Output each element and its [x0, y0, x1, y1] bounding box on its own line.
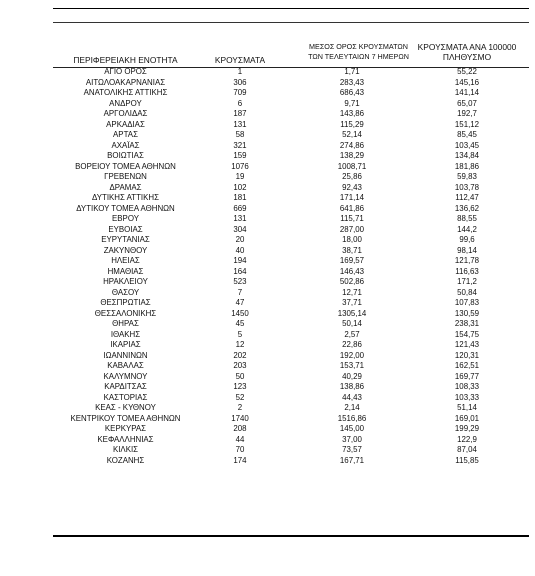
cell-cases-per-100k: 51,14 — [457, 403, 477, 412]
cell-cases: 6 — [237, 98, 243, 108]
cell-cases-per-100k: 108,33 — [454, 382, 480, 391]
cell-seven-day-average: 1305,14 — [337, 308, 367, 318]
cell-region: ΙΩΑΝΝΙΝΩΝ — [103, 350, 148, 360]
cell-cases-per-100k: 50,84 — [457, 287, 477, 297]
table-row — [0, 151, 535, 162]
cell-cases-per-100k: 98,14 — [457, 245, 477, 255]
cell-cases-per-100k: 121,78 — [454, 256, 480, 265]
cell-cases: 203 — [233, 361, 247, 370]
cell-region: ΘΑΣΟΥ — [111, 287, 140, 297]
cell-cases: 1450 — [231, 308, 249, 318]
cell-seven-day-average: 1516,86 — [337, 413, 367, 423]
table-row — [0, 141, 535, 152]
cell-cases-per-100k: 199,29 — [454, 424, 480, 433]
cell-region: ΘΕΣΠΡΩΤΙΑΣ — [100, 298, 151, 307]
cell-cases-per-100k: 103,45 — [454, 140, 480, 150]
cell-region: ΘΕΣΣΑΛΟΝΙΚΗΣ — [94, 308, 157, 318]
cell-region: ΚΑΛΥΜΝΟΥ — [103, 371, 148, 381]
cell-cases: 321 — [233, 140, 247, 150]
cell-seven-day-average: 145,00 — [339, 424, 365, 433]
header-region: ΠΕΡΙΦΕΡΕΙΑΚΗ ΕΝΟΤΗΤΑ — [73, 55, 178, 65]
header-cases-per-100k — [404, 42, 530, 62]
cell-cases: 306 — [233, 77, 247, 87]
cell-seven-day-average: 287,00 — [339, 224, 365, 234]
cell-cases: 131 — [233, 119, 247, 129]
table-row — [0, 204, 535, 215]
cell-seven-day-average: 37,00 — [342, 434, 362, 444]
cell-cases-per-100k: 55,22 — [457, 67, 477, 76]
table-row — [0, 319, 535, 330]
cell-cases-per-100k: 171,2 — [457, 277, 477, 286]
table-row — [0, 382, 535, 393]
cell-seven-day-average: 115,29 — [340, 119, 364, 129]
cell-seven-day-average: 22,86 — [342, 340, 362, 349]
cell-region: ΚΑΡΔΙΤΣΑΣ — [104, 382, 147, 391]
cell-region: ΚΕΝΤΡΙΚΟΥ ΤΟΜΕΑ ΑΘΗΝΩΝ — [70, 413, 181, 423]
cell-seven-day-average: 138,86 — [339, 382, 365, 391]
cell-seven-day-average: 18,00 — [342, 235, 362, 244]
cell-region: ΚΕΑΣ - ΚΥΘΝΟΥ — [95, 403, 156, 412]
cell-region: ΚΑΒΑΛΑΣ — [107, 361, 144, 370]
table-row — [0, 172, 535, 183]
cell-cases: 709 — [233, 88, 247, 97]
cell-region: ΑΝΔΡΟΥ — [109, 98, 142, 108]
cell-region: ΕΥΒΟΙΑΣ — [108, 224, 143, 234]
cell-seven-day-average: 1,71 — [344, 67, 360, 76]
cell-cases-per-100k: 112,47 — [455, 193, 479, 202]
cell-cases-per-100k: 122,9 — [457, 434, 477, 444]
cell-region: ΑΡΚΑΔΙΑΣ — [106, 119, 145, 129]
cell-region: ΕΒΡΟΥ — [112, 214, 139, 223]
cell-cases-per-100k: 88,55 — [457, 214, 477, 223]
cell-seven-day-average: 44,43 — [342, 392, 362, 402]
cell-cases-per-100k: 87,04 — [457, 445, 477, 454]
table-row — [0, 456, 535, 467]
cell-seven-day-average: 641,86 — [339, 203, 365, 213]
cell-seven-day-average: 73,57 — [342, 445, 362, 454]
cell-region: ΚΟΖΑΝΗΣ — [106, 455, 145, 465]
table-row — [0, 225, 535, 236]
cell-cases: 1076 — [231, 161, 249, 171]
cell-cases: 5 — [237, 329, 243, 339]
cell-cases-per-100k: 151,12 — [454, 119, 480, 129]
table-row — [0, 162, 535, 173]
table-row — [0, 288, 535, 299]
cell-region: ΔΥΤΙΚΗΣ ΑΤΤΙΚΗΣ — [92, 193, 159, 202]
cell-seven-day-average: 169,57 — [339, 256, 365, 265]
cell-cases: 187 — [233, 109, 247, 118]
cell-cases: 181 — [233, 193, 247, 202]
header-cases-per-100k-line1: ΚΡΟΥΣΜΑΤΑ ΑΝΑ 100000 — [417, 42, 517, 52]
cell-region: ΚΙΛΚΙΣ — [112, 445, 139, 454]
cell-region: ΑΡΤΑΣ — [113, 130, 138, 139]
data-table-body — [0, 67, 535, 466]
cell-cases-per-100k: 136,62 — [454, 203, 480, 213]
cell-cases-per-100k: 144,2 — [457, 224, 477, 234]
cell-cases: 7 — [237, 287, 243, 297]
header-seven-day-average — [296, 42, 421, 61]
cell-region: ΑΓΙΟ ΟΡΟΣ — [104, 67, 147, 76]
cell-region: ΚΕΡΚΥΡΑΣ — [104, 424, 147, 433]
cell-cases: 194 — [233, 256, 247, 265]
header-cases: ΚΡΟΥΣΜΑΤΑ — [214, 55, 266, 65]
cell-cases: 58 — [235, 130, 245, 139]
cell-cases: 159 — [233, 151, 247, 160]
table-row — [0, 393, 535, 404]
cell-cases-per-100k: 65,07 — [457, 98, 477, 108]
cell-cases: 1740 — [231, 413, 249, 423]
cell-region: ΑΙΤΩΛΟΑΚΑΡΝΑΝΙΑΣ — [85, 77, 166, 87]
table-row — [0, 424, 535, 435]
table-row — [0, 267, 535, 278]
cell-region: ΔΡΑΜΑΣ — [109, 182, 142, 192]
cell-cases-per-100k: 169,01 — [454, 413, 480, 423]
cell-cases: 50 — [235, 371, 245, 381]
cell-seven-day-average: 12,71 — [342, 287, 362, 297]
cell-cases-per-100k: 141,14 — [454, 88, 480, 97]
table-row — [0, 414, 535, 425]
table-row — [0, 67, 535, 78]
cell-cases-per-100k: 103,78 — [454, 182, 480, 192]
cell-region: ΒΟΙΩΤΙΑΣ — [107, 151, 144, 160]
cell-seven-day-average: 686,43 — [339, 88, 365, 97]
cell-cases: 20 — [235, 235, 245, 244]
cell-cases: 45 — [235, 319, 245, 328]
table-row — [0, 403, 535, 414]
bottom-rule — [53, 535, 529, 537]
cell-region: ΔΥΤΙΚΟΥ ΤΟΜΕΑ ΑΘΗΝΩΝ — [76, 203, 175, 213]
table-row — [0, 372, 535, 383]
cell-cases-per-100k: 162,51 — [454, 361, 480, 370]
table-row — [0, 256, 535, 267]
cell-region: ΙΚΑΡΙΑΣ — [110, 340, 141, 349]
header-seven-day-average-line2: ΤΩΝ ΤΕΛΕΥΤΑΙΩΝ 7 ΗΜΕΡΩΝ — [308, 51, 409, 61]
cell-region: ΑΝΑΤΟΛΙΚΗΣ ΑΤΤΙΚΗΣ — [83, 88, 168, 97]
cell-cases: 164 — [233, 266, 247, 276]
cell-seven-day-average: 40,29 — [342, 371, 362, 381]
cell-seven-day-average: 283,43 — [339, 77, 365, 87]
cell-region: ΖΑΚΥΝΘΟΥ — [103, 245, 148, 255]
cell-cases-per-100k: 59,83 — [457, 172, 477, 181]
table-row — [0, 78, 535, 89]
cell-cases-per-100k: 145,16 — [454, 77, 480, 87]
cell-region: ΗΜΑΘΙΑΣ — [107, 266, 144, 276]
cell-region: ΒΟΡΕΙΟΥ ΤΟΜΕΑ ΑΘΗΝΩΝ — [75, 161, 176, 171]
cell-cases: 102 — [233, 182, 247, 192]
cell-seven-day-average: 192,00 — [339, 350, 365, 360]
cell-seven-day-average: 25,86 — [342, 172, 362, 181]
cell-region: ΗΡΑΚΛΕΙΟΥ — [103, 277, 148, 286]
cell-seven-day-average: 92,43 — [342, 182, 362, 192]
cell-seven-day-average: 50,14 — [342, 319, 362, 328]
cell-cases: 19 — [235, 172, 245, 181]
cell-cases: 40 — [235, 245, 245, 255]
cell-cases: 131 — [233, 214, 247, 223]
cell-seven-day-average: 171,14 — [339, 193, 365, 202]
cell-cases: 44 — [235, 434, 245, 444]
table-row — [0, 445, 535, 456]
header-cases-per-100k-line2: ΠΛΗΘΥΣΜΟ — [442, 52, 492, 62]
table-row — [0, 351, 535, 362]
cell-region: ΚΑΣΤΟΡΙΑΣ — [103, 392, 148, 402]
cell-cases-per-100k: 116,63 — [455, 266, 479, 276]
cell-seven-day-average: 38,71 — [342, 245, 362, 255]
cell-seven-day-average: 52,14 — [342, 130, 362, 139]
table-row — [0, 277, 535, 288]
cell-cases: 2 — [237, 403, 243, 412]
table-row — [0, 340, 535, 351]
table-row — [0, 435, 535, 446]
table-row — [0, 214, 535, 225]
cell-region: ΚΕΦΑΛΛΗΝΙΑΣ — [97, 434, 154, 444]
cell-seven-day-average: 167,71 — [339, 455, 365, 465]
cell-seven-day-average: 138,29 — [339, 151, 365, 160]
cell-cases-per-100k: 103,33 — [454, 392, 480, 402]
cell-seven-day-average: 143,86 — [339, 109, 365, 118]
cell-cases-per-100k: 99,6 — [459, 235, 475, 244]
cell-seven-day-average: 9,71 — [344, 98, 360, 108]
cell-seven-day-average: 2,14 — [344, 403, 360, 412]
table-row — [0, 109, 535, 120]
cell-cases: 47 — [235, 298, 245, 307]
table-row — [0, 120, 535, 131]
cell-cases: 304 — [233, 224, 247, 234]
table-row — [0, 361, 535, 372]
cell-region: ΗΛΕΙΑΣ — [111, 256, 140, 265]
cell-cases-per-100k: 85,45 — [457, 130, 477, 139]
cell-cases: 70 — [235, 445, 245, 454]
cell-seven-day-average: 274,86 — [339, 140, 365, 150]
cell-cases-per-100k: 181,86 — [454, 161, 480, 171]
table-row — [0, 99, 535, 110]
cell-cases-per-100k: 238,31 — [454, 319, 480, 328]
cell-cases: 123 — [233, 382, 247, 391]
cell-cases-per-100k: 130,59 — [454, 308, 480, 318]
cell-cases-per-100k: 107,83 — [454, 298, 480, 307]
cell-seven-day-average: 37,71 — [342, 298, 362, 307]
cell-region: ΑΡΓΟΛΙΔΑΣ — [103, 109, 148, 118]
header-seven-day-average-line1: ΜΕΣΟΣ ΟΡΟΣ ΚΡΟΥΣΜΑΤΩΝ — [309, 42, 408, 51]
cell-cases: 12 — [235, 340, 245, 349]
cell-region: ΕΥΡΥΤΑΝΙΑΣ — [101, 235, 150, 244]
table-row — [0, 330, 535, 341]
cell-cases-per-100k: 169,77 — [454, 371, 480, 381]
table-row — [0, 235, 535, 246]
cell-cases: 208 — [233, 424, 247, 433]
cell-cases: 1 — [237, 67, 243, 76]
table-row — [0, 88, 535, 99]
cell-region: ΓΡΕΒΕΝΩΝ — [104, 172, 147, 181]
cell-cases: 202 — [233, 350, 247, 360]
cell-cases: 669 — [233, 203, 247, 213]
table-row — [0, 193, 535, 204]
cell-cases: 52 — [235, 392, 245, 402]
table-row — [0, 183, 535, 194]
cell-seven-day-average: 1008,71 — [337, 161, 367, 171]
cell-cases: 523 — [233, 277, 247, 286]
secondary-rule — [53, 22, 529, 23]
cell-region: ΑΧΑΪΑΣ — [111, 140, 140, 150]
top-rule — [53, 8, 529, 9]
cell-region: ΘΗΡΑΣ — [112, 319, 139, 328]
cell-seven-day-average: 153,71 — [339, 361, 365, 370]
cell-seven-day-average: 502,86 — [339, 277, 365, 286]
cell-seven-day-average: 2,57 — [344, 329, 360, 339]
cell-seven-day-average: 115,71 — [340, 214, 364, 223]
table-row — [0, 298, 535, 309]
cell-cases-per-100k: 120,31 — [454, 350, 480, 360]
table-row — [0, 246, 535, 257]
cell-region: ΙΘΑΚΗΣ — [110, 329, 141, 339]
table-row — [0, 309, 535, 320]
cell-cases-per-100k: 115,85 — [455, 455, 479, 465]
cell-cases-per-100k: 134,84 — [454, 151, 480, 160]
cell-seven-day-average: 146,43 — [339, 266, 365, 276]
cell-cases-per-100k: 121,43 — [454, 340, 480, 349]
cell-cases: 174 — [233, 455, 247, 465]
cell-cases-per-100k: 192,7 — [457, 109, 477, 118]
table-row — [0, 130, 535, 141]
cell-cases-per-100k: 154,75 — [454, 329, 480, 339]
